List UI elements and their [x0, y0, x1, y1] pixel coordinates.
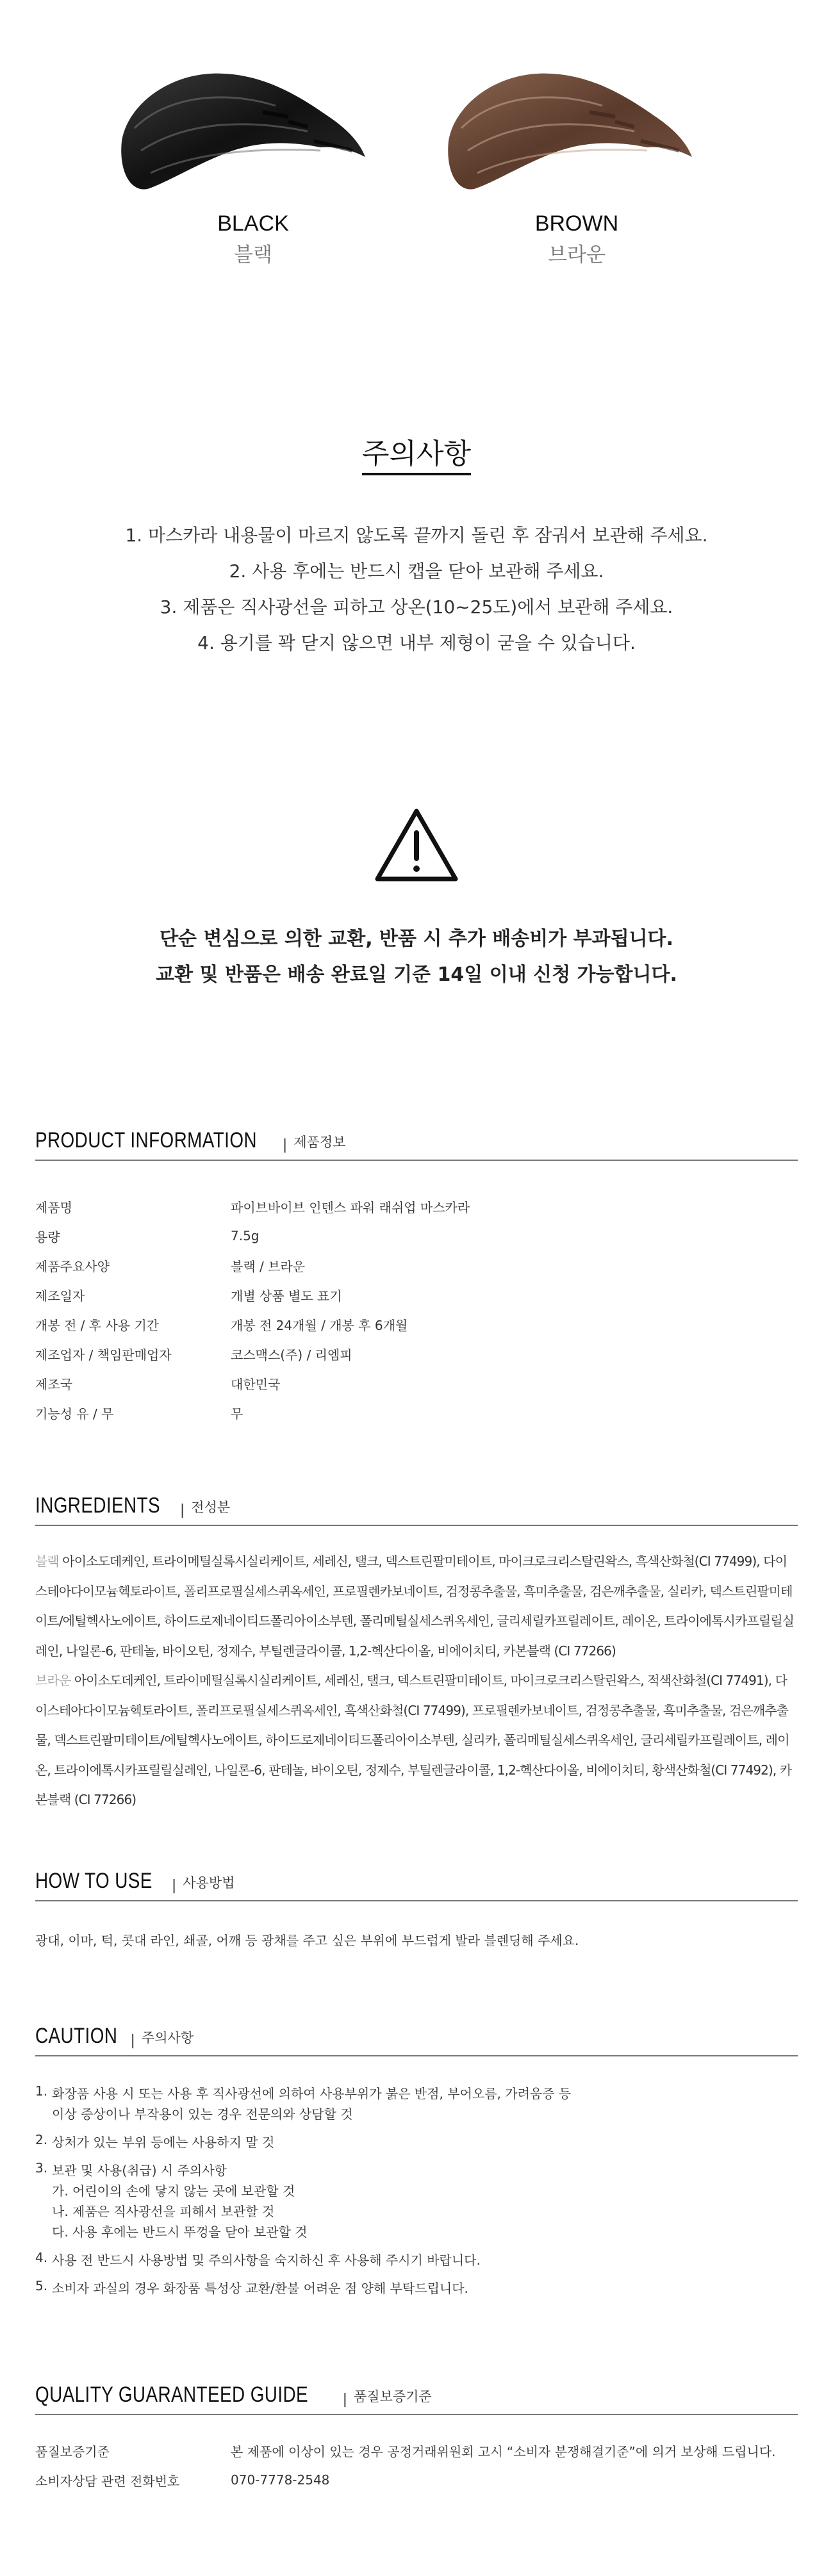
brown-tag: 브라운 [35, 1673, 71, 1688]
warning-triangle-icon [374, 807, 459, 884]
quality-guide-header [35, 2377, 798, 2415]
row-label: 용량 [35, 1229, 60, 1245]
item-line: 보관 및 사용(취급) 시 주의사항 [52, 2163, 227, 2178]
item-number: 5. [35, 2278, 48, 2293]
item-number: 3. [35, 2160, 48, 2176]
section-separator: | [130, 2033, 135, 2049]
list-item [35, 2250, 798, 2270]
section-title: HOW TO USE [35, 1869, 153, 1893]
black-tag: 블랙 [35, 1554, 59, 1569]
table-row [35, 1309, 798, 1339]
table-row [35, 1398, 798, 1427]
table-row [35, 1192, 798, 1221]
row-value: 070-7778-2548 [231, 2472, 330, 2488]
ingredients-header [35, 1488, 798, 1526]
table-row [35, 2465, 798, 2495]
caution-header [35, 2018, 798, 2056]
section-subtitle: 품질보증기준 [354, 2389, 432, 2404]
row-value: 대한민국 [231, 1376, 281, 1392]
quality-guide-table [35, 2436, 798, 2495]
list-item [35, 2160, 798, 2242]
section-subtitle: 사용방법 [183, 1875, 235, 1891]
notice-item: 1. 마스카라 내용물이 마르지 않도록 끝까지 돌린 후 잠궈서 보관해 주세요. [125, 525, 708, 546]
swatch-black-kr: 블랙 [234, 243, 272, 267]
table-row [35, 1280, 798, 1309]
table-row [35, 1339, 798, 1368]
row-label: 제품명 [35, 1199, 72, 1215]
section-separator: | [179, 1502, 185, 1518]
warning-line: 교환 및 반품은 배송 완료일 기준 14일 이내 신청 가능합니다. [156, 964, 677, 986]
row-value: 개별 상품 별도 표기 [231, 1288, 342, 1304]
row-value: 무 [231, 1406, 243, 1422]
black-ingredients: 아이소도데케인, 트라이메틸실록시실리케이트, 세레신, 탤크, 덱스트린팔미테이트, 마이크로크리스탈린왁스, 흑색산화철(CI 77499), 다이스테아다이모늄헥토라이트, 폴리프로필실세스퀴옥세인, 프로필렌카보네이트, 검정콩추출물, 흑미추출물, 검은깨추출물, 실리카, 덱스트린팔미테이트/에틸헥사노에이트, 하이드로제네이티드폴리아이소부텐, 폴리메틸실세스퀴옥세인, 글리세릴카프릴레이트, 레이온, 트라이에톡시카프릴릴실레인, 나일론-6, 판테놀, 바이오틴, 정제수, 부틸렌글라이콜, 1,2-헥산다이올, 비에이치티, 카본블랙 (CI 77266) [35, 1554, 795, 1659]
item-line: 소비자 과실의 경우 화장품 특성상 교환/환불 어려운 점 양해 부탁드립니다. [52, 2281, 468, 2296]
item-number: 4. [35, 2250, 48, 2265]
section-title: INGREDIENTS [35, 1493, 161, 1518]
item-number: 1. [35, 2083, 48, 2099]
table-row [35, 1221, 798, 1251]
brown-ingredients: 아이소도데케인, 트라이메틸실록시실리케이트, 세레신, 탤크, 덱스트린팔미테이트, 마이크로크리스탈린왁스, 적색산화철(CI 77491), 다이스테아다이모늄헥토라이트, 폴리프로필실세스퀴옥세인, 흑색산화철(CI 77499), 프로필렌카보네이트, 검정콩추출물, 흑미추출물, 검은깨추출물, 덱스트린팔미테이트/에틸헥사노에이트, 하이드로제네이티드폴리아이소부텐, 실리카, 폴리메틸실세스퀴옥세인, 글리세릴카프릴레이트, 레이온, 트라이에톡시카프릴릴실레인, 나일론-6, 판테놀, 바이오틴, 정제수, 부틸렌글라이콜, 1,2-헥산다이올, 비에이치티, 황색산화철(CI 77492), 카본블랙 (CI 77266) [35, 1673, 792, 1807]
section-subtitle: 주의사항 [141, 2030, 194, 2046]
swatch-brown-kr: 브라운 [548, 243, 606, 267]
ingredients-brown [35, 1666, 798, 1815]
row-value: 코스맥스(주) / 리엠피 [231, 1347, 352, 1363]
row-label: 제조국 [35, 1376, 72, 1392]
section-title: QUALITY GUARANTEED GUIDE [35, 2383, 309, 2407]
row-label: 개봉 전 / 후 사용 기간 [35, 1317, 160, 1333]
how-to-use-text: 광대, 이마, 턱, 콧대 라인, 쇄골, 어깨 등 광채를 주고 싶은 부위에 부드럽게 발라 블렌딩해 주세요. [35, 1933, 579, 1948]
list-item [35, 2083, 798, 2124]
row-label: 제품주요사양 [35, 1258, 110, 1274]
notice-title [0, 431, 833, 472]
section-subtitle: 전성분 [191, 1500, 231, 1515]
swatch-black-name: BLACK [217, 211, 289, 236]
item-line: 상처가 있는 부위 등에는 사용하지 말 것 [52, 2135, 275, 2150]
section-separator: | [171, 1878, 177, 1894]
row-value: 블랙 / 브라운 [231, 1258, 306, 1274]
row-label: 품질보증기준 [35, 2443, 110, 2459]
list-item [35, 2132, 798, 2153]
item-line: 이상 증상이나 부작용이 있는 경우 전문의와 상담할 것 [52, 2106, 353, 2122]
notice-title-text: 주의사항 [362, 438, 471, 475]
row-value: 본 제품에 이상이 있는 경우 공정거래위원회 고시 “소비자 분쟁해결기준”에 의거 보상해 드립니다. [231, 2443, 776, 2459]
item-line: 사용 전 반드시 사용방법 및 주의사항을 숙지하신 후 사용해 주시기 바랍니다. [52, 2252, 481, 2268]
section-subtitle: 제품정보 [293, 1135, 346, 1150]
row-value: 개봉 전 24개월 / 개봉 후 6개월 [231, 1317, 408, 1333]
brown-swatch [423, 45, 705, 218]
item-line: 가. 어린이의 손에 닿지 않는 곳에 보관할 것 [52, 2183, 295, 2199]
warning-line: 단순 변심으로 의한 교환, 반품 시 추가 배송비가 부과됩니다. [160, 928, 673, 950]
notice-item: 3. 제품은 직사광선을 피하고 상온(10~25도)에서 보관해 주세요. [160, 596, 673, 618]
row-label: 기능성 유 / 무 [35, 1406, 114, 1422]
notice-item: 2. 사용 후에는 반드시 캡을 닫아 보관해 주세요. [229, 561, 604, 582]
list-item [35, 2278, 798, 2299]
item-line: 나. 제품은 직사광선을 피해서 보관할 것 [52, 2204, 275, 2219]
warning-text [0, 921, 833, 993]
swatch-brown-name: BROWN [534, 211, 619, 236]
table-row [35, 1251, 798, 1280]
ingredients-text [35, 1546, 798, 1815]
notice-list [0, 518, 833, 661]
item-number: 2. [35, 2132, 48, 2147]
how-to-use-header [35, 1863, 798, 1901]
row-label: 소비자상담 관련 전화번호 [35, 2473, 180, 2489]
black-swatch [96, 45, 378, 218]
section-separator: | [342, 2391, 347, 2408]
row-value: 파이브바이브 인텐스 파워 래쉬업 마스카라 [231, 1199, 470, 1215]
section-title: CAUTION [35, 2024, 118, 2048]
row-label: 제조업자 / 책임판매업자 [35, 1347, 172, 1363]
product-info-table [35, 1192, 798, 1427]
caution-list [35, 2083, 798, 2306]
row-label: 제조일자 [35, 1288, 85, 1304]
ingredients-black [35, 1546, 798, 1666]
item-line: 화장품 사용 시 또는 사용 후 직사광선에 의하여 사용부위가 붉은 반점, 부어오름, 가려움증 등 [52, 2086, 572, 2101]
section-separator: | [282, 1137, 288, 1153]
notice-item: 4. 용기를 꽉 닫지 않으면 내부 제형이 굳을 수 있습니다. [197, 632, 636, 653]
section-title: PRODUCT INFORMATION [35, 1128, 257, 1153]
item-line: 다. 사용 후에는 반드시 뚜껑을 닫아 보관할 것 [52, 2224, 308, 2240]
table-row [35, 2436, 798, 2465]
row-value: 7.5g [231, 1228, 260, 1243]
table-row [35, 1368, 798, 1398]
product-info-header [35, 1122, 798, 1161]
